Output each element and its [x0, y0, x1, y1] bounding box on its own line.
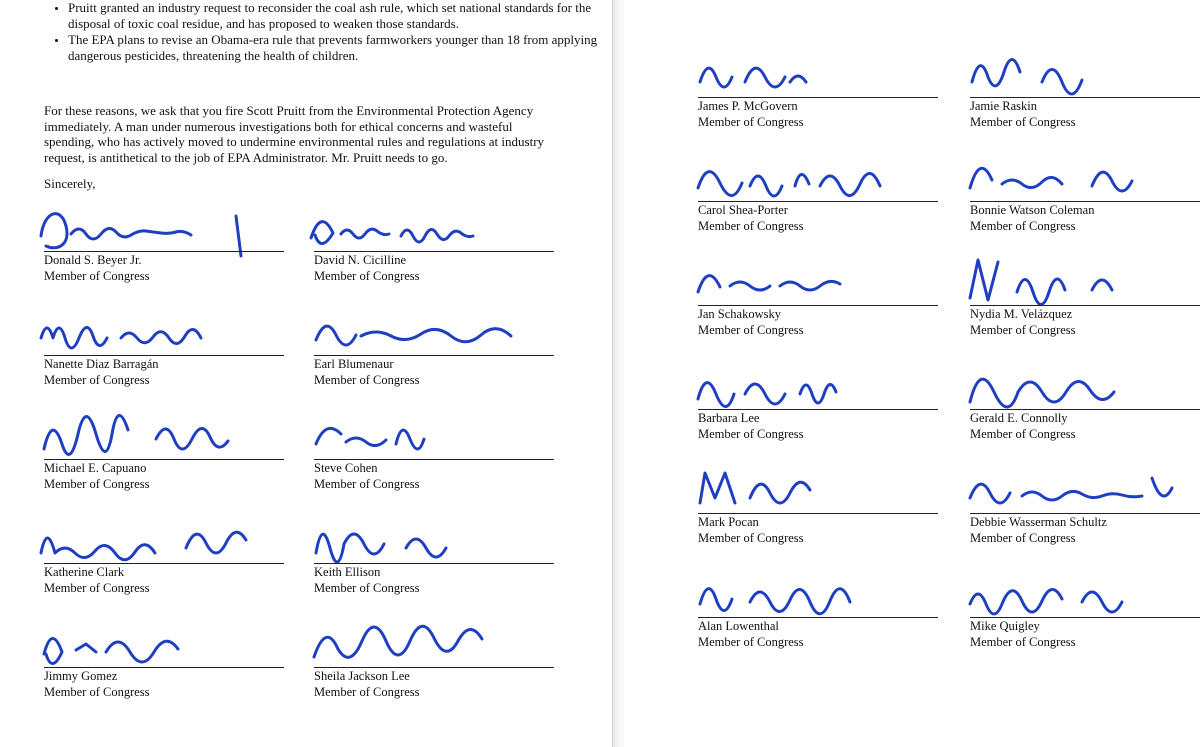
signature-line — [314, 459, 554, 460]
signatory-title: Member of Congress — [698, 531, 804, 545]
signatory-title: Member of Congress — [698, 115, 804, 129]
signature-line — [970, 305, 1200, 306]
signature-block — [970, 380, 1200, 450]
signature-block — [698, 484, 938, 554]
signature-block — [314, 638, 554, 708]
signatory-name: Mark Pocan — [698, 515, 759, 529]
signatory-name: Carol Shea-Porter — [698, 203, 788, 217]
signature-line — [698, 409, 938, 410]
signature-block — [44, 638, 284, 708]
signature-line — [698, 305, 938, 306]
signatory-title: Member of Congress — [44, 373, 150, 387]
signatory-name: Katherine Clark — [44, 565, 125, 579]
signature-block — [698, 380, 938, 450]
signature-line — [698, 201, 938, 202]
signatory-title: Member of Congress — [698, 427, 804, 441]
bullet-item: • The EPA plans to revise an Obama-era rule that prevents farmworkers younger than 18 from applying dangerous pesticides, threatening the health of children. — [68, 32, 608, 63]
signature-line — [314, 355, 554, 356]
signature-line — [314, 563, 554, 564]
signatory-title: Member of Congress — [970, 531, 1076, 545]
signature-block — [698, 172, 938, 242]
signatory-name: Steve Cohen — [314, 461, 378, 475]
signatory-name: Alan Lowenthal — [698, 619, 779, 633]
bullet-item: • Pruitt granted an industry request to reconsider the coal ash rule, which set national standards for the disposal of toxic coal residue, and has proposed to weaken those standards. — [68, 0, 608, 31]
signature-block — [970, 276, 1200, 346]
signature-line — [698, 97, 938, 98]
signatory-title: Member of Congress — [314, 477, 420, 491]
signature-line — [314, 251, 554, 252]
signatory-title: Member of Congress — [44, 269, 150, 283]
signature-line — [698, 513, 938, 514]
signature-block — [314, 430, 554, 500]
signatory-name: Michael E. Capuano — [44, 461, 147, 475]
signatory-title: Member of Congress — [698, 635, 804, 649]
signatory-name: Donald S. Beyer Jr. — [44, 253, 142, 267]
signature-block — [44, 534, 284, 604]
closing: Sincerely, — [44, 176, 96, 191]
signatory-title: Member of Congress — [44, 581, 150, 595]
body-paragraph: For these reasons, we ask that you fire Scott Pruitt from the Environmental Protection Agency immediately. A man under numerous investigations both for ethical concerns and wasteful spending, who has actively moved to undermine environmental rules and regulations at industry request, is antithetical to the job of EPA Administrator. Mr. Pruitt needs to go. — [44, 103, 545, 165]
signature-block — [314, 222, 554, 292]
bullet-list — [44, 0, 608, 64]
signature-line — [698, 617, 938, 618]
signatory-name: Nydia M. Velázquez — [970, 307, 1073, 321]
signatory-title: Member of Congress — [314, 269, 420, 283]
signature-block — [698, 68, 938, 138]
signatory-title: Member of Congress — [698, 323, 804, 337]
signatory-name: Earl Blumenaur — [314, 357, 394, 371]
signatory-title: Member of Congress — [970, 427, 1076, 441]
signatory-name: Mike Quigley — [970, 619, 1040, 633]
signatory-title: Member of Congress — [970, 219, 1076, 233]
signature-line — [970, 409, 1200, 410]
signature-block — [314, 534, 554, 604]
signature-line — [970, 513, 1200, 514]
signature-line — [44, 459, 284, 460]
signature-block — [970, 484, 1200, 554]
signatory-name: James P. McGovern — [698, 99, 798, 113]
signatory-title: Member of Congress — [314, 685, 420, 699]
signatory-title: Member of Congress — [970, 635, 1076, 649]
signatory-name: Sheila Jackson Lee — [314, 669, 410, 683]
signatory-name: Barbara Lee — [698, 411, 760, 425]
signature-line — [314, 667, 554, 668]
signatory-title: Member of Congress — [970, 115, 1076, 129]
signature-block — [970, 172, 1200, 242]
signatory-name: Jan Schakowsky — [698, 307, 781, 321]
signature-block — [698, 276, 938, 346]
signatory-name: Keith Ellison — [314, 565, 381, 579]
signatory-title: Member of Congress — [970, 323, 1076, 337]
signature-line — [44, 251, 284, 252]
signature-line — [44, 355, 284, 356]
signatory-name: Bonnie Watson Coleman — [970, 203, 1095, 217]
signatory-name: Gerald E. Connolly — [970, 411, 1068, 425]
signature-line — [44, 667, 284, 668]
signatory-name: Jamie Raskin — [970, 99, 1038, 113]
signatory-name: Debbie Wasserman Schultz — [970, 515, 1107, 529]
signature-line — [44, 563, 284, 564]
signature-block — [44, 222, 284, 292]
signature-block — [970, 588, 1200, 658]
signature-block — [44, 326, 284, 396]
signatory-name: Nanette Diaz Barragán — [44, 357, 159, 371]
signature-line — [970, 201, 1200, 202]
signature-line — [970, 617, 1200, 618]
signature-block — [698, 588, 938, 658]
signatory-title: Member of Congress — [314, 373, 420, 387]
signatory-name: David N. Cicilline — [314, 253, 406, 267]
signatory-title: Member of Congress — [314, 581, 420, 595]
signatory-title: Member of Congress — [698, 219, 804, 233]
signature-block — [44, 430, 284, 500]
signature-block — [314, 326, 554, 396]
signature-line — [970, 97, 1200, 98]
signatory-name: Jimmy Gomez — [44, 669, 118, 683]
signature-block — [970, 68, 1200, 138]
signatory-title: Member of Congress — [44, 685, 150, 699]
signatory-title: Member of Congress — [44, 477, 150, 491]
